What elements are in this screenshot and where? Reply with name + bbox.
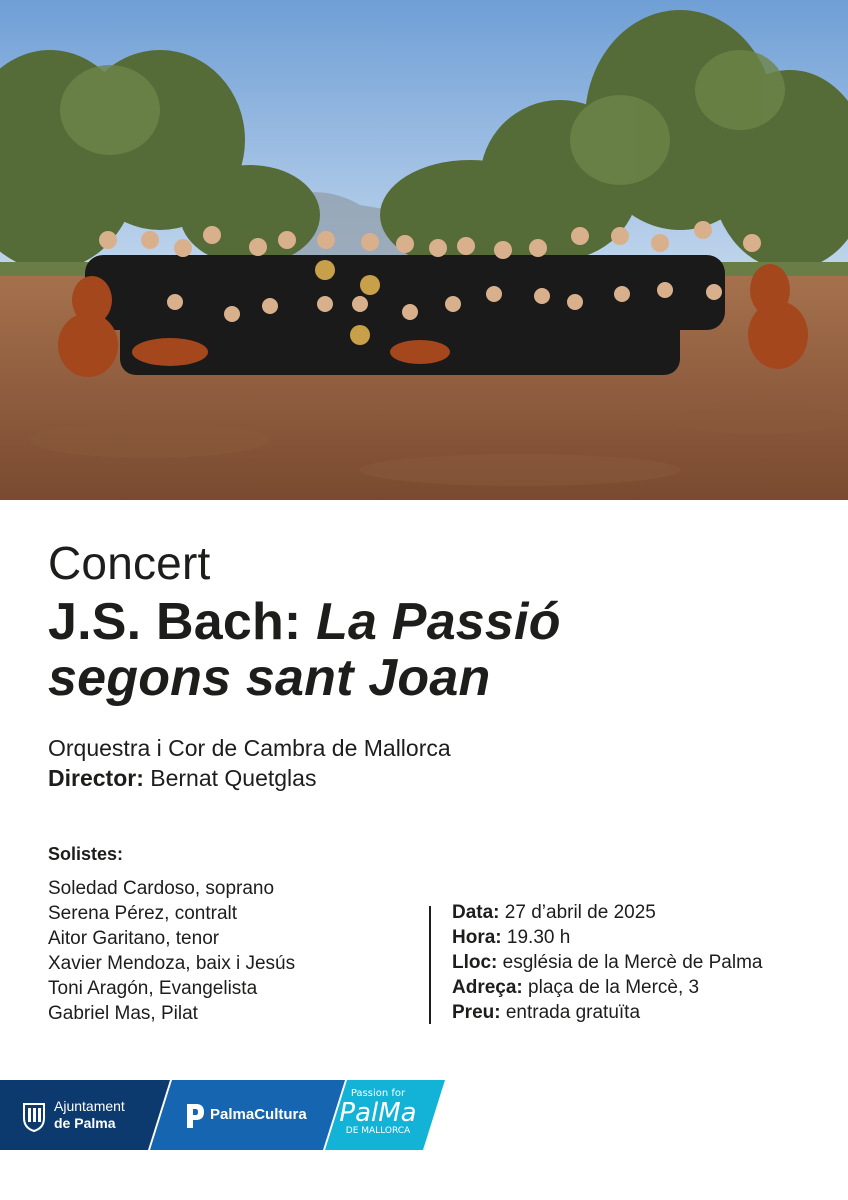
price-label: Preu: bbox=[452, 1002, 501, 1023]
event-place bbox=[452, 950, 762, 975]
concert-title bbox=[48, 594, 561, 706]
work-title-part2: segons sant Joan bbox=[48, 649, 491, 707]
event-time bbox=[452, 925, 762, 950]
ensemble-block bbox=[48, 733, 451, 793]
passion-for-palma-logo bbox=[338, 1088, 418, 1144]
ajuntament-text bbox=[54, 1098, 125, 1132]
soloist-item: Xavier Mendoza, baix i Jesús bbox=[48, 953, 296, 974]
palmacultura-p-icon bbox=[184, 1102, 206, 1130]
ajuntament-line1: Ajuntament bbox=[54, 1098, 125, 1114]
soloist-item: Serena Pérez, contralt bbox=[48, 903, 238, 924]
place-value: església de la Mercè de Palma bbox=[502, 952, 763, 973]
work-title-part1: La Passió bbox=[316, 593, 561, 651]
title-line-1 bbox=[48, 594, 561, 650]
time-label: Hora: bbox=[452, 927, 502, 948]
director-name: Bernat Quetglas bbox=[150, 765, 317, 791]
title-line-2 bbox=[48, 650, 561, 706]
time-value: 19.30 h bbox=[506, 927, 571, 948]
soloists-list bbox=[48, 876, 295, 1026]
price-value: entrada gratuïta bbox=[505, 1002, 641, 1023]
passion-line3: DE MALLORCA bbox=[345, 1126, 411, 1136]
place-label: Lloc: bbox=[452, 952, 498, 973]
coat-of-arms-icon bbox=[22, 1100, 46, 1132]
soloist-item: Soledad Cardoso, soprano bbox=[48, 878, 275, 899]
event-address bbox=[452, 975, 762, 1000]
event-date bbox=[452, 900, 762, 925]
passion-line1: Passion for bbox=[350, 1088, 406, 1099]
ensemble-name: Orquestra i Cor de Cambra de Mallorca bbox=[48, 735, 451, 761]
address-label: Adreça: bbox=[452, 977, 523, 998]
ajuntament-line2: de Palma bbox=[54, 1115, 116, 1131]
passion-line2: PalMa bbox=[339, 1098, 417, 1128]
date-label: Data: bbox=[452, 902, 500, 923]
info-divider bbox=[429, 906, 431, 1024]
event-info bbox=[452, 900, 762, 1025]
soloists-heading: Solistes: bbox=[48, 844, 124, 864]
ajuntament-logo bbox=[22, 1096, 172, 1136]
soloist-item: Toni Aragón, Evangelista bbox=[48, 978, 258, 999]
address-value: plaça de la Mercè, 3 bbox=[528, 977, 700, 998]
date-value: 27 d’abril de 2025 bbox=[504, 902, 656, 923]
director-line bbox=[48, 763, 451, 793]
palmacultura-text: PalmaCultura bbox=[210, 1106, 307, 1123]
composer: J.S. Bach: bbox=[48, 593, 302, 651]
director-label: Director: bbox=[48, 765, 144, 791]
soloist-item: Aitor Garitano, tenor bbox=[48, 928, 220, 949]
soloist-item: Gabriel Mas, Pilat bbox=[48, 1003, 198, 1024]
orchestra-photo bbox=[0, 0, 848, 500]
concert-label: Concert bbox=[48, 537, 211, 589]
event-price bbox=[452, 1000, 762, 1025]
